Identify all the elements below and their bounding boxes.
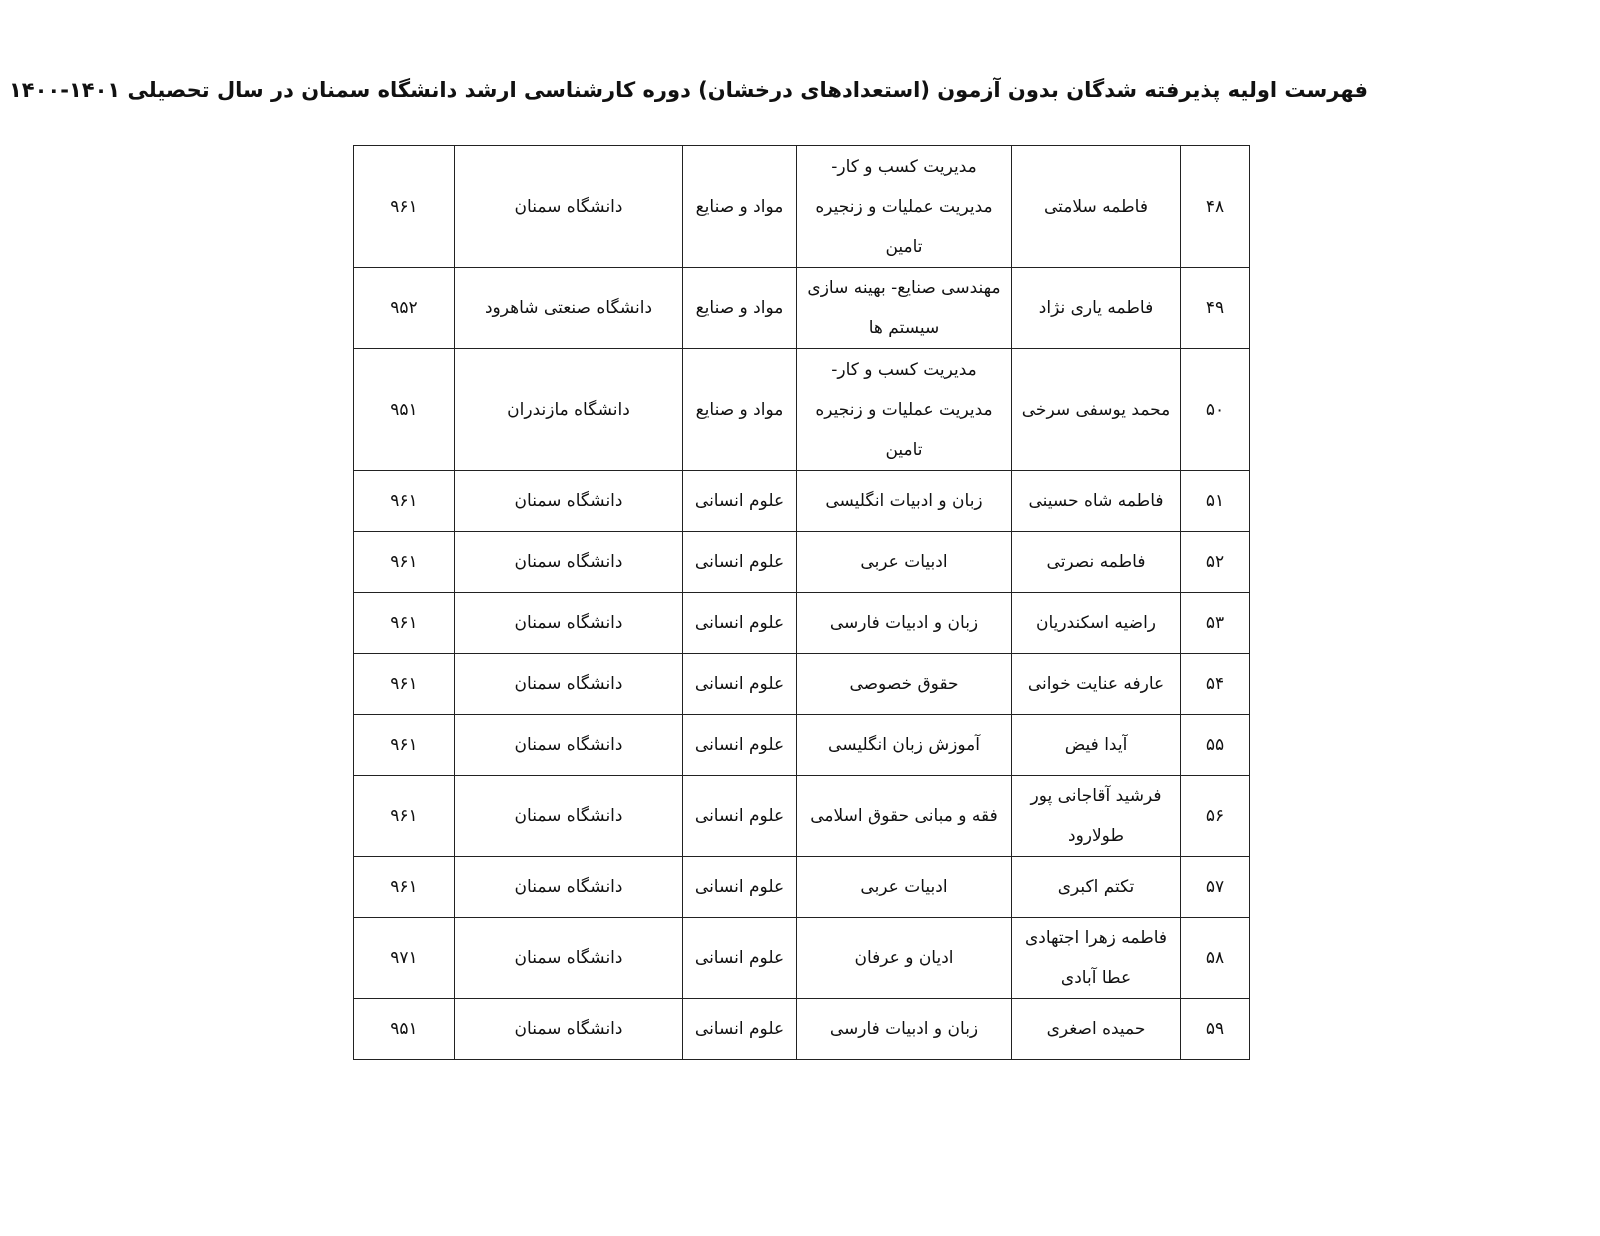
- student-name: فاطمه زهرا اجتهادی عطا آبادی: [1012, 918, 1181, 999]
- entry-code: ۹۶۱: [354, 715, 455, 776]
- table-row: [354, 471, 1250, 532]
- student-name: محمد یوسفی سرخی: [1012, 349, 1181, 471]
- university: دانشگاه صنعتی شاهرود: [455, 268, 683, 349]
- university: دانشگاه سمنان: [455, 593, 683, 654]
- entry-code: ۹۶۱: [354, 654, 455, 715]
- university: دانشگاه مازندران: [455, 349, 683, 471]
- table-row: [354, 776, 1250, 857]
- student-name: فرشید آقاجانی پور طولارود: [1012, 776, 1181, 857]
- row-number: ۴۸: [1181, 146, 1250, 268]
- row-number: ۴۹: [1181, 268, 1250, 349]
- student-name: فاطمه شاه حسینی: [1012, 471, 1181, 532]
- row-number: ۵۶: [1181, 776, 1250, 857]
- row-number: ۵۳: [1181, 593, 1250, 654]
- study-group: علوم انسانی: [683, 857, 797, 918]
- page-title: فهرست اولیه پذیرفته شدگان بدون آزمون (استعدادهای درخشان) دوره کارشناسی ارشد دانشگاه سمنان در سال تحصیلی ۱۴۰۱-۱۴۰۰: [8, 78, 1368, 102]
- entry-code: ۹۶۱: [354, 532, 455, 593]
- entry-code: ۹۵۱: [354, 349, 455, 471]
- university: دانشگاه سمنان: [455, 532, 683, 593]
- table-row: [354, 999, 1250, 1060]
- university: دانشگاه سمنان: [455, 715, 683, 776]
- field-of-study: زبان و ادبیات فارسی: [797, 593, 1012, 654]
- field-of-study: حقوق خصوصی: [797, 654, 1012, 715]
- field-of-study: ادبیات عربی: [797, 857, 1012, 918]
- university: دانشگاه سمنان: [455, 999, 683, 1060]
- study-group: علوم انسانی: [683, 471, 797, 532]
- study-group: مواد و صنایع: [683, 146, 797, 268]
- table-body: [354, 146, 1250, 1060]
- study-group: علوم انسانی: [683, 715, 797, 776]
- table-row: [354, 857, 1250, 918]
- entry-code: ۹۵۲: [354, 268, 455, 349]
- study-group: علوم انسانی: [683, 532, 797, 593]
- field-of-study: ادیان و عرفان: [797, 918, 1012, 999]
- university: دانشگاه سمنان: [455, 857, 683, 918]
- student-name: راضیه اسکندریان: [1012, 593, 1181, 654]
- table-row: [354, 715, 1250, 776]
- entry-code: ۹۶۱: [354, 593, 455, 654]
- table-row: [354, 593, 1250, 654]
- study-group: علوم انسانی: [683, 654, 797, 715]
- row-number: ۵۵: [1181, 715, 1250, 776]
- table-row: [354, 349, 1250, 471]
- university: دانشگاه سمنان: [455, 918, 683, 999]
- row-number: ۵۷: [1181, 857, 1250, 918]
- table-row: [354, 146, 1250, 268]
- admissions-table: [353, 145, 1250, 1060]
- student-name: تکتم اکبری: [1012, 857, 1181, 918]
- student-name: فاطمه یاری نژاد: [1012, 268, 1181, 349]
- entry-code: ۹۶۱: [354, 146, 455, 268]
- entry-code: ۹۶۱: [354, 471, 455, 532]
- student-name: عارفه عنایت خوانی: [1012, 654, 1181, 715]
- row-number: ۵۹: [1181, 999, 1250, 1060]
- table-row: [354, 532, 1250, 593]
- university: دانشگاه سمنان: [455, 146, 683, 268]
- student-name: فاطمه نصرتی: [1012, 532, 1181, 593]
- entry-code: ۹۶۱: [354, 776, 455, 857]
- study-group: علوم انسانی: [683, 999, 797, 1060]
- study-group: علوم انسانی: [683, 776, 797, 857]
- study-group: مواد و صنایع: [683, 268, 797, 349]
- field-of-study: ادبیات عربی: [797, 532, 1012, 593]
- field-of-study: مدیریت کسب و کار- مدیریت عملیات و زنجیره تامین: [797, 146, 1012, 268]
- field-of-study: فقه و مبانی حقوق اسلامی: [797, 776, 1012, 857]
- table-row: [354, 268, 1250, 349]
- entry-code: ۹۶۱: [354, 857, 455, 918]
- university: دانشگاه سمنان: [455, 776, 683, 857]
- student-name: حمیده اصغری: [1012, 999, 1181, 1060]
- row-number: ۵۸: [1181, 918, 1250, 999]
- table-row: [354, 918, 1250, 999]
- field-of-study: مهندسی صنایع- بهینه سازی سیستم ها: [797, 268, 1012, 349]
- field-of-study: آموزش زبان انگلیسی: [797, 715, 1012, 776]
- field-of-study: مدیریت کسب و کار- مدیریت عملیات و زنجیره تامین: [797, 349, 1012, 471]
- student-name: آیدا فیض: [1012, 715, 1181, 776]
- row-number: ۵۲: [1181, 532, 1250, 593]
- row-number: ۵۱: [1181, 471, 1250, 532]
- row-number: ۵۰: [1181, 349, 1250, 471]
- entry-code: ۹۷۱: [354, 918, 455, 999]
- entry-code: ۹۵۱: [354, 999, 455, 1060]
- study-group: علوم انسانی: [683, 918, 797, 999]
- student-name: فاطمه سلامتی: [1012, 146, 1181, 268]
- study-group: علوم انسانی: [683, 593, 797, 654]
- row-number: ۵۴: [1181, 654, 1250, 715]
- field-of-study: زبان و ادبیات فارسی: [797, 999, 1012, 1060]
- table-row: [354, 654, 1250, 715]
- university: دانشگاه سمنان: [455, 654, 683, 715]
- field-of-study: زبان و ادبیات انگلیسی: [797, 471, 1012, 532]
- university: دانشگاه سمنان: [455, 471, 683, 532]
- study-group: مواد و صنایع: [683, 349, 797, 471]
